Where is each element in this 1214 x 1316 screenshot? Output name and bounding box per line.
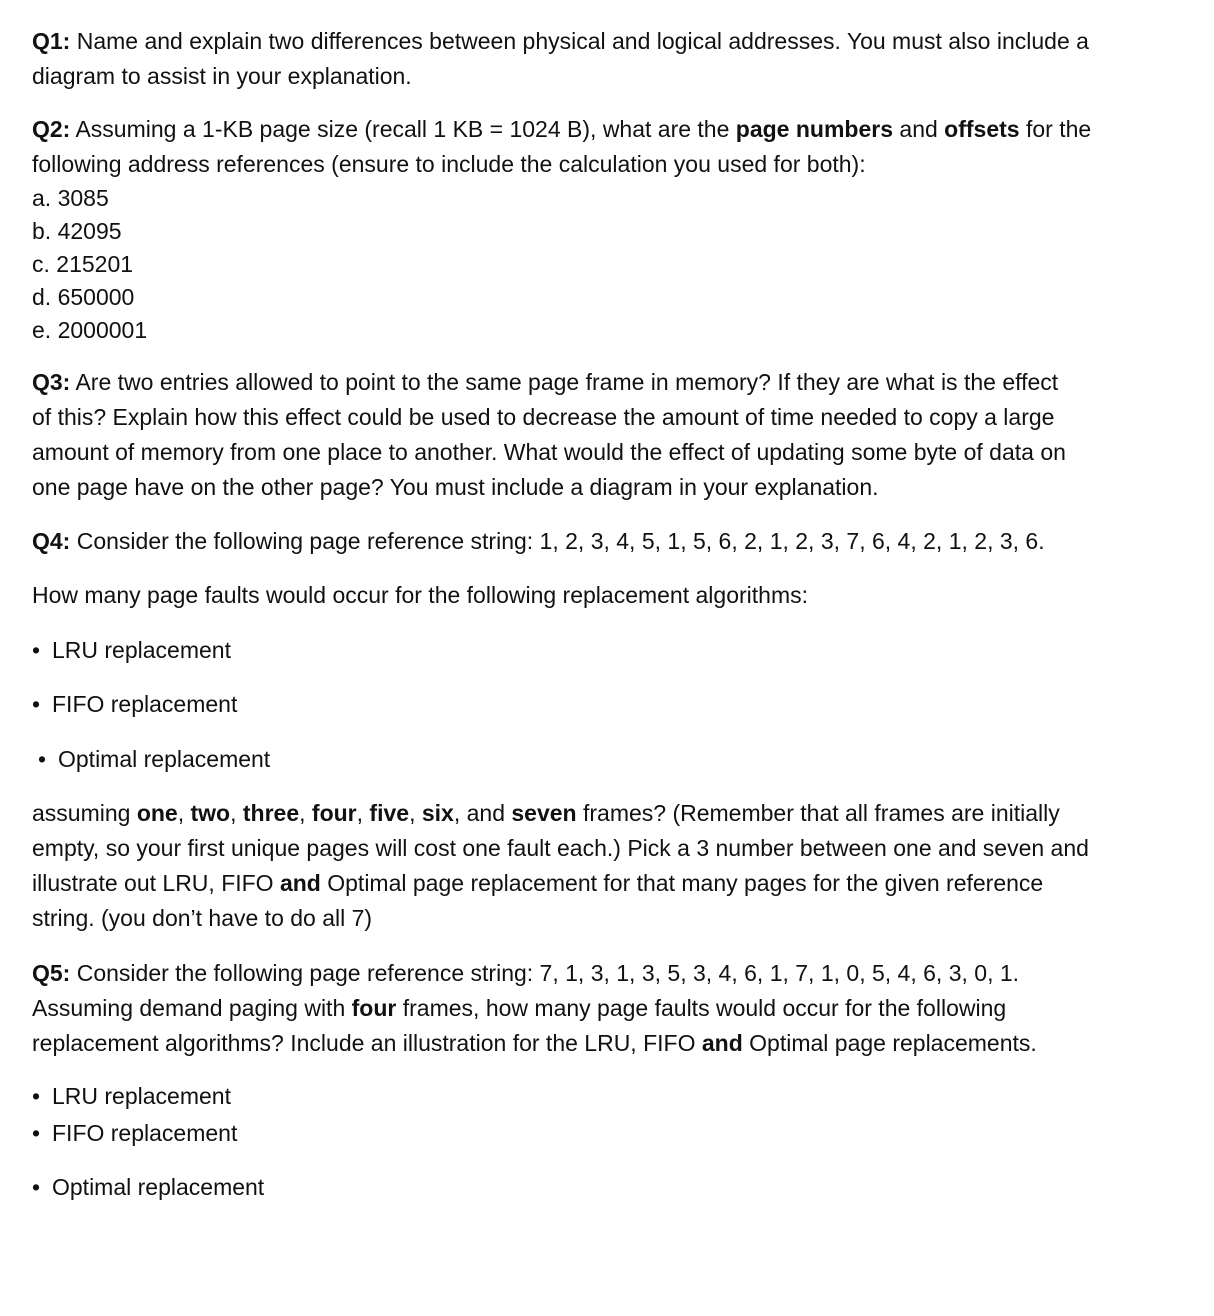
q2-item-c: c. 215201 [32, 251, 134, 277]
question-3 [32, 365, 1182, 505]
q4-line-5: illustrate out LRU, FIFO and Optimal page replacement for that many pages for the given reference [32, 870, 1044, 896]
q4-line-6: string. (you don’t have to do all 7) [32, 905, 373, 931]
q4-line-3: assuming one, two, three, four, five, six, and seven frames? (Remember that all frames are initially [32, 800, 1060, 826]
bullet-glyph: • [32, 637, 41, 663]
q2-line-1: Q2: Assuming a 1-KB page size (recall 1 KB = 1024 B), what are the page numbers and offsets for the [32, 116, 1092, 142]
q3-line-3: amount of memory from one place to another. What would the effect of updating some byte of data on [32, 439, 1066, 465]
q5-bullet-1: • LRU replacement [32, 1079, 1182, 1114]
bullet-glyph: • [38, 746, 47, 772]
q5-bullet-3: • Optimal replacement [32, 1170, 1182, 1205]
q5-line-3: replacement algorithms? Include an illustration for the LRU, FIFO and Optimal page replacements. [32, 1030, 1037, 1056]
q5-bullet-2: • FIFO replacement [32, 1116, 1182, 1151]
q2-item-d: d. 650000 [32, 284, 135, 310]
q2-item-a: a. 3085 [32, 185, 109, 211]
bullet-glyph: • [32, 1120, 41, 1146]
q4-label: Q4: [32, 528, 71, 554]
q4-prompt [32, 578, 1182, 613]
q3-line-2: of this? Explain how this effect could be used to decrease the amount of time needed to copy a large [32, 404, 1055, 430]
q3-line-4: one page have on the other page? You must include a diagram in your explanation. [32, 474, 879, 500]
question-4 [32, 524, 1182, 559]
q4-line-2: How many page faults would occur for the following replacement algorithms: [32, 582, 808, 608]
q2-line-2: following address references (ensure to include the calculation you used for both): [32, 151, 866, 177]
q1-line-1: Q1: Name and explain two differences between physical and logical addresses. You must also include a [32, 28, 1089, 54]
question-2 [32, 112, 1182, 347]
q4-bullet-2: • FIFO replacement [32, 687, 1182, 722]
q5-label: Q5: [32, 960, 71, 986]
q2-label: Q2: [32, 116, 71, 142]
q1-line-2: diagram to assist in your explanation. [32, 63, 412, 89]
question-1 [32, 24, 1182, 94]
q4-frames-paragraph [32, 796, 1182, 936]
q2-item-b: b. 42095 [32, 218, 122, 244]
bullet-glyph: • [32, 1083, 41, 1109]
bullet-glyph: • [32, 691, 41, 717]
q4-line-1: Q4: Consider the following page reference string: 1, 2, 3, 4, 5, 1, 5, 6, 2, 1, 2, 3, 7, 6, 4, 2, 1, 2, 3, 6. [32, 528, 1045, 554]
bullet-glyph: • [32, 1174, 41, 1200]
q5-line-2: Assuming demand paging with four frames, how many page faults would occur for the following [32, 995, 1007, 1021]
q3-line-1: Q3: Are two entries allowed to point to the same page frame in memory? If they are what is the effect [32, 369, 1059, 395]
q4-bullet-1: • LRU replacement [32, 633, 1182, 668]
q1-label: Q1: [32, 28, 71, 54]
q2-item-e: e. 2000001 [32, 317, 148, 343]
q3-label: Q3: [32, 369, 71, 395]
q4-bullet-3: • Optimal replacement [38, 742, 1188, 777]
q4-line-4: empty, so your first unique pages will cost one fault each.) Pick a 3 number between one and seven and [32, 835, 1089, 861]
q5-line-1: Q5: Consider the following page reference string: 7, 1, 3, 1, 3, 5, 3, 4, 6, 1, 7, 1, 0, 5, 4, 6, 3, 0, 1. [32, 960, 1020, 986]
question-5 [32, 956, 1182, 1061]
